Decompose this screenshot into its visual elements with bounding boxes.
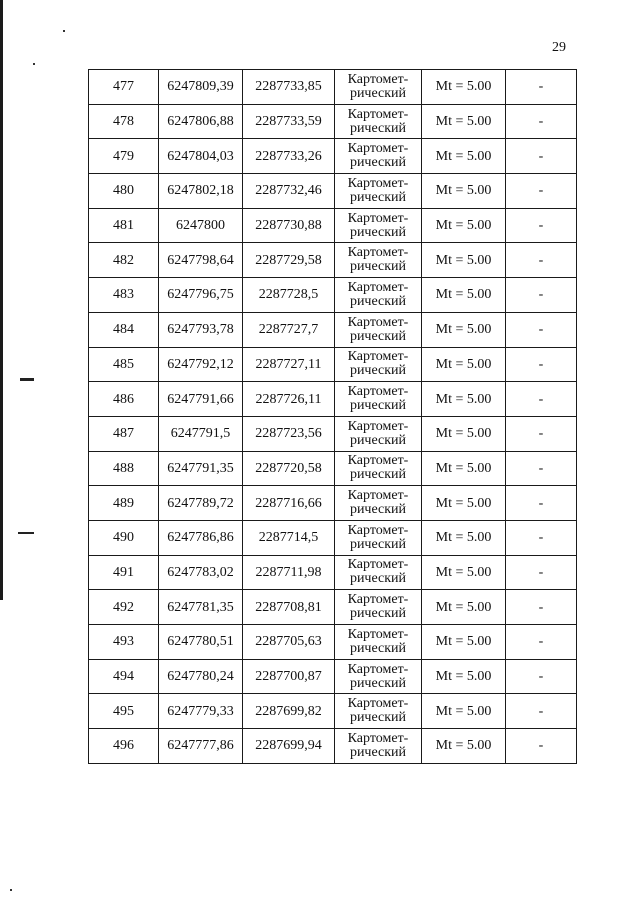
method-text-line: рический (349, 363, 407, 379)
method-cell (335, 486, 422, 521)
table-row (89, 729, 577, 764)
x-coordinate-cell: 6247783,02 (159, 555, 243, 590)
method-text-line: рический (349, 744, 407, 760)
method-text (348, 454, 409, 482)
accuracy-cell: Mt = 5.00 (422, 486, 506, 521)
x-coordinate-cell: 6247806,88 (159, 104, 243, 139)
table-row (89, 486, 577, 521)
scan-mark (18, 532, 34, 534)
coordinates-table (88, 69, 577, 764)
method-cell (335, 243, 422, 278)
note-cell: - (506, 625, 577, 660)
y-coordinate-cell: 2287711,98 (243, 555, 335, 590)
y-coordinate-cell: 2287730,88 (243, 208, 335, 243)
y-coordinate-cell: 2287708,81 (243, 590, 335, 625)
note-cell: - (506, 590, 577, 625)
method-text-line: Картомет- (347, 245, 409, 261)
note-cell: - (506, 347, 577, 382)
point-number-cell: 480 (89, 174, 159, 209)
note-cell: - (506, 555, 577, 590)
method-text (348, 281, 409, 309)
point-number-cell: 478 (89, 104, 159, 139)
method-text-line: Картомет- (347, 349, 409, 365)
method-text-line: рический (349, 432, 407, 448)
method-text-line: Картомет- (347, 592, 409, 608)
method-text (348, 108, 409, 136)
note-cell: - (506, 382, 577, 417)
method-text-line: рический (349, 189, 407, 205)
method-cell (335, 208, 422, 243)
y-coordinate-cell: 2287700,87 (243, 659, 335, 694)
method-text-line: рический (349, 398, 407, 414)
point-number-cell: 486 (89, 382, 159, 417)
scan-speck (33, 63, 35, 65)
note-cell: - (506, 659, 577, 694)
method-cell (335, 312, 422, 347)
y-coordinate-cell: 2287720,58 (243, 451, 335, 486)
method-text-line: Картомет- (347, 453, 409, 469)
point-number-cell: 492 (89, 590, 159, 625)
x-coordinate-cell: 6247793,78 (159, 312, 243, 347)
table-row (89, 174, 577, 209)
table-row (89, 139, 577, 174)
point-number-cell: 479 (89, 139, 159, 174)
method-text (348, 697, 409, 725)
y-coordinate-cell: 2287699,82 (243, 694, 335, 729)
y-coordinate-cell: 2287705,63 (243, 625, 335, 660)
method-text-line: рический (349, 328, 407, 344)
x-coordinate-cell: 6247802,18 (159, 174, 243, 209)
table-row (89, 382, 577, 417)
table-row (89, 520, 577, 555)
page-number: 29 (552, 40, 566, 55)
method-text-line: Картомет- (347, 384, 409, 400)
method-text-line: рический (349, 571, 407, 587)
table-row (89, 243, 577, 278)
note-cell: - (506, 520, 577, 555)
method-cell (335, 347, 422, 382)
accuracy-cell: Mt = 5.00 (422, 208, 506, 243)
x-coordinate-cell: 6247779,33 (159, 694, 243, 729)
method-cell (335, 139, 422, 174)
method-text-line: рический (349, 293, 407, 309)
method-text-line: рический (349, 710, 407, 726)
method-text-line: рический (349, 467, 407, 483)
method-text (348, 177, 409, 205)
point-number-cell: 490 (89, 520, 159, 555)
point-number-cell: 489 (89, 486, 159, 521)
accuracy-cell: Mt = 5.00 (422, 139, 506, 174)
x-coordinate-cell: 6247780,24 (159, 659, 243, 694)
point-number-cell: 493 (89, 625, 159, 660)
method-cell (335, 451, 422, 486)
method-text (348, 246, 409, 274)
point-number-cell: 484 (89, 312, 159, 347)
accuracy-cell: Mt = 5.00 (422, 590, 506, 625)
method-text-line: Картомет- (347, 418, 409, 434)
point-number-cell: 496 (89, 729, 159, 764)
table-row (89, 694, 577, 729)
y-coordinate-cell: 2287727,7 (243, 312, 335, 347)
table-row (89, 416, 577, 451)
accuracy-cell: Mt = 5.00 (422, 694, 506, 729)
table-row (89, 451, 577, 486)
accuracy-cell: Mt = 5.00 (422, 729, 506, 764)
y-coordinate-cell: 2287714,5 (243, 520, 335, 555)
x-coordinate-cell: 6247800 (159, 208, 243, 243)
method-text-line: Картомет- (347, 71, 409, 87)
x-coordinate-cell: 6247804,03 (159, 139, 243, 174)
y-coordinate-cell: 2287733,85 (243, 70, 335, 105)
y-coordinate-cell: 2287727,11 (243, 347, 335, 382)
x-coordinate-cell: 6247780,51 (159, 625, 243, 660)
y-coordinate-cell: 2287728,5 (243, 278, 335, 313)
x-coordinate-cell: 6247791,66 (159, 382, 243, 417)
method-cell (335, 104, 422, 139)
table-row (89, 555, 577, 590)
method-text (348, 524, 409, 552)
point-number-cell: 477 (89, 70, 159, 105)
method-text (348, 628, 409, 656)
method-text-line: Картомет- (347, 210, 409, 226)
accuracy-cell: Mt = 5.00 (422, 243, 506, 278)
method-text-line: рический (349, 640, 407, 656)
table-row (89, 590, 577, 625)
scan-speck (63, 30, 65, 32)
accuracy-cell: Mt = 5.00 (422, 174, 506, 209)
method-text (348, 663, 409, 691)
note-cell: - (506, 139, 577, 174)
accuracy-cell: Mt = 5.00 (422, 278, 506, 313)
method-text (348, 489, 409, 517)
note-cell: - (506, 486, 577, 521)
table-row (89, 278, 577, 313)
method-cell (335, 694, 422, 729)
accuracy-cell: Mt = 5.00 (422, 520, 506, 555)
accuracy-cell: Mt = 5.00 (422, 416, 506, 451)
method-cell (335, 416, 422, 451)
method-text (348, 73, 409, 101)
method-text (348, 316, 409, 344)
note-cell: - (506, 208, 577, 243)
accuracy-cell: Mt = 5.00 (422, 347, 506, 382)
x-coordinate-cell: 6247792,12 (159, 347, 243, 382)
method-cell (335, 555, 422, 590)
x-coordinate-cell: 6247796,75 (159, 278, 243, 313)
x-coordinate-cell: 6247791,35 (159, 451, 243, 486)
method-text-line: Картомет- (347, 626, 409, 642)
accuracy-cell: Mt = 5.00 (422, 104, 506, 139)
y-coordinate-cell: 2287723,56 (243, 416, 335, 451)
table-row (89, 70, 577, 105)
scan-binding-edge (0, 0, 3, 600)
y-coordinate-cell: 2287729,58 (243, 243, 335, 278)
table-row (89, 104, 577, 139)
point-number-cell: 487 (89, 416, 159, 451)
y-coordinate-cell: 2287732,46 (243, 174, 335, 209)
accuracy-cell: Mt = 5.00 (422, 625, 506, 660)
accuracy-cell: Mt = 5.00 (422, 555, 506, 590)
y-coordinate-cell: 2287699,94 (243, 729, 335, 764)
method-text (348, 593, 409, 621)
method-text (348, 558, 409, 586)
method-text-line: Картомет- (347, 279, 409, 295)
method-text-line: рический (349, 259, 407, 275)
accuracy-cell: Mt = 5.00 (422, 659, 506, 694)
y-coordinate-cell: 2287733,26 (243, 139, 335, 174)
coordinates-table-body (89, 70, 577, 764)
method-text-line: рический (349, 85, 407, 101)
note-cell: - (506, 729, 577, 764)
method-text-line: Картомет- (347, 730, 409, 746)
note-cell: - (506, 70, 577, 105)
note-cell: - (506, 104, 577, 139)
accuracy-cell: Mt = 5.00 (422, 382, 506, 417)
method-cell (335, 174, 422, 209)
y-coordinate-cell: 2287733,59 (243, 104, 335, 139)
accuracy-cell: Mt = 5.00 (422, 70, 506, 105)
point-number-cell: 494 (89, 659, 159, 694)
method-cell (335, 729, 422, 764)
x-coordinate-cell: 6247786,86 (159, 520, 243, 555)
method-text (348, 212, 409, 240)
method-text-line: рический (349, 675, 407, 691)
table-row (89, 312, 577, 347)
method-text-line: Картомет- (347, 141, 409, 157)
method-text-line: рический (349, 502, 407, 518)
method-text-line: Картомет- (347, 696, 409, 712)
method-text-line: рический (349, 120, 407, 136)
method-cell (335, 590, 422, 625)
method-cell (335, 70, 422, 105)
method-text-line: Картомет- (347, 661, 409, 677)
method-cell (335, 659, 422, 694)
note-cell: - (506, 278, 577, 313)
x-coordinate-cell: 6247789,72 (159, 486, 243, 521)
point-number-cell: 483 (89, 278, 159, 313)
method-text-line: рический (349, 224, 407, 240)
point-number-cell: 481 (89, 208, 159, 243)
method-text (348, 142, 409, 170)
method-text-line: Картомет- (347, 314, 409, 330)
accuracy-cell: Mt = 5.00 (422, 312, 506, 347)
x-coordinate-cell: 6247791,5 (159, 416, 243, 451)
method-text-line: Картомет- (347, 175, 409, 191)
x-coordinate-cell: 6247781,35 (159, 590, 243, 625)
accuracy-cell: Mt = 5.00 (422, 451, 506, 486)
method-text (348, 350, 409, 378)
method-text-line: рический (349, 155, 407, 171)
method-text-line: рический (349, 536, 407, 552)
table-row (89, 347, 577, 382)
note-cell: - (506, 694, 577, 729)
point-number-cell: 491 (89, 555, 159, 590)
method-text (348, 420, 409, 448)
x-coordinate-cell: 6247798,64 (159, 243, 243, 278)
scan-speck (10, 889, 12, 891)
point-number-cell: 488 (89, 451, 159, 486)
table-row (89, 659, 577, 694)
method-text (348, 385, 409, 413)
method-text-line: Картомет- (347, 557, 409, 573)
method-cell (335, 520, 422, 555)
method-text-line: Картомет- (347, 106, 409, 122)
method-text-line: Картомет- (347, 522, 409, 538)
method-text-line: рический (349, 606, 407, 622)
scan-mark (20, 378, 34, 381)
note-cell: - (506, 451, 577, 486)
table-row (89, 625, 577, 660)
point-number-cell: 482 (89, 243, 159, 278)
note-cell: - (506, 174, 577, 209)
note-cell: - (506, 243, 577, 278)
method-cell (335, 278, 422, 313)
x-coordinate-cell: 6247809,39 (159, 70, 243, 105)
method-text-line: Картомет- (347, 488, 409, 504)
point-number-cell: 485 (89, 347, 159, 382)
y-coordinate-cell: 2287716,66 (243, 486, 335, 521)
table-row (89, 208, 577, 243)
method-cell (335, 625, 422, 660)
method-text (348, 732, 409, 760)
method-cell (335, 382, 422, 417)
note-cell: - (506, 416, 577, 451)
y-coordinate-cell: 2287726,11 (243, 382, 335, 417)
point-number-cell: 495 (89, 694, 159, 729)
x-coordinate-cell: 6247777,86 (159, 729, 243, 764)
note-cell: - (506, 312, 577, 347)
